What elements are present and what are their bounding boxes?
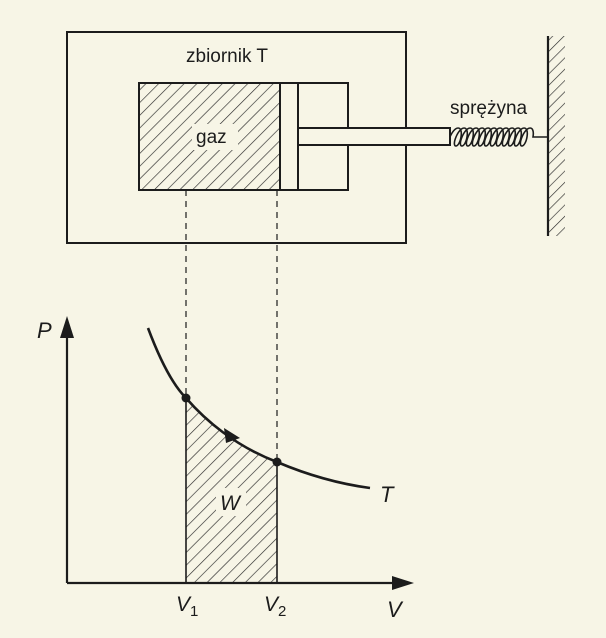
v2-subscript: 2 [278, 603, 287, 620]
spring [450, 128, 548, 146]
y-axis-label: P [37, 318, 52, 343]
gas-label: gaz [196, 127, 227, 148]
work-label: W [220, 492, 240, 515]
wall-hatch [548, 36, 565, 236]
v2-tick-label [264, 593, 286, 620]
reservoir-label: zbiornik T [186, 46, 269, 67]
isotherm-label: T [380, 482, 394, 507]
y-axis-arrowhead [60, 316, 74, 338]
x-axis-label: V [387, 597, 402, 622]
state-point-1 [182, 394, 191, 403]
x-axis-arrowhead [392, 576, 414, 590]
v2-main: V [264, 593, 279, 616]
piston-rod [298, 128, 450, 145]
piston-head [280, 83, 298, 190]
v1-main: V [176, 593, 191, 616]
direction-arrow [224, 428, 240, 443]
v1-tick-label [176, 593, 198, 620]
state-point-2 [273, 458, 282, 467]
spring-label: sprężyna [450, 98, 528, 119]
v1-subscript: 1 [190, 603, 199, 620]
